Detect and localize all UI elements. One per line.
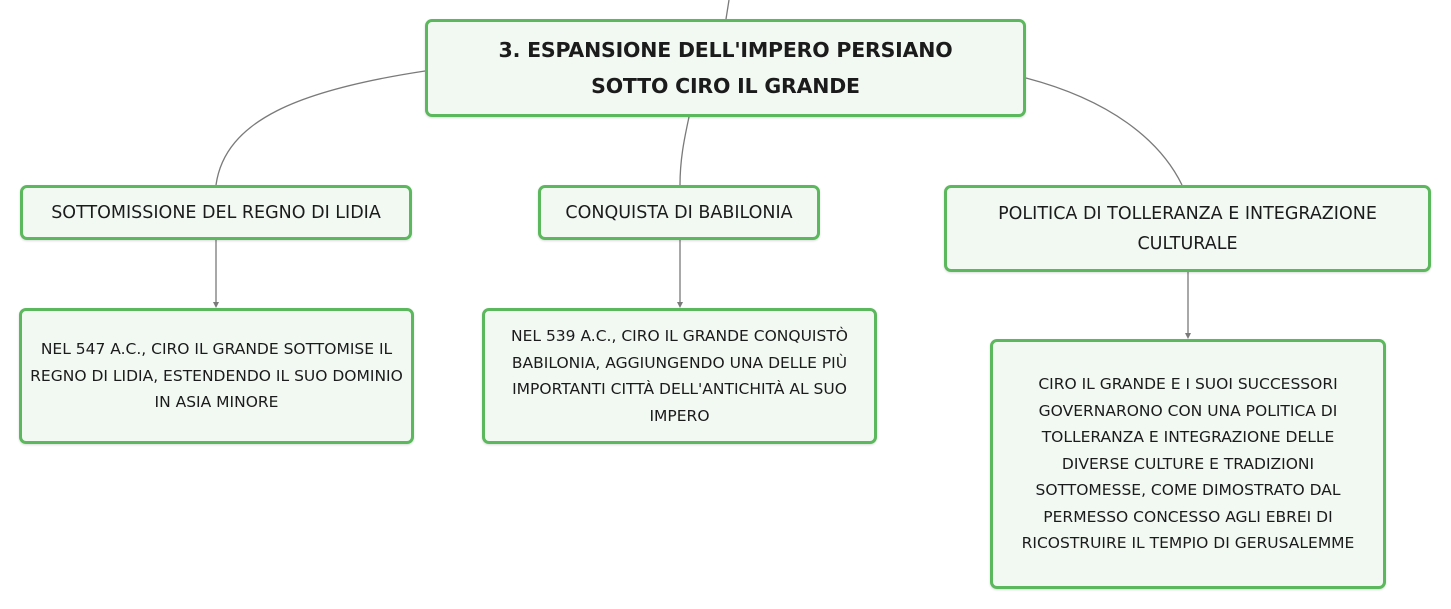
topic-lidia-label: SOTTOMISSIONE DEL REGNO DI LIDIA: [51, 202, 381, 223]
connector-parent-to-root: [726, 0, 729, 19]
topic-babilonia-label: CONQUISTA DI BABILONIA: [565, 202, 793, 223]
topic-politica[interactable]: [944, 185, 1431, 272]
root-topic-label: 3. ESPANSIONE DELL'IMPERO PERSIANO SOTTO CIRO IL GRANDE: [498, 38, 953, 98]
detail-babilonia[interactable]: [482, 308, 877, 444]
root-topic[interactable]: [425, 19, 1026, 117]
topic-lidia[interactable]: [20, 185, 412, 240]
topic-politica-label: POLITICA DI TOLLERANZA E INTEGRAZIONE CULTURALE: [998, 203, 1377, 254]
detail-politica-text: CIRO IL GRANDE E I SUOI SUCCESSORI GOVERNARONO CON UNA POLITICA DI TOLLERANZA E INTEGRAZIONE DELLE DIVERSE CULTURE E TRADIZIONI SOTTOMESSE, COME DIMOSTRATO DAL PERMESSO CONCESSO AGLI EBREI DI RICOSTRUIRE IL TEMPIO DI GERUSALEMME: [1021, 375, 1355, 553]
detail-babilonia-text: NEL 539 A.C., CIRO IL GRANDE CONQUISTÒ BABILONIA, AGGIUNGENDO UNA DELLE PIÙ IMPORTANTI CITTÀ DELL'ANTICHITÀ AL SUO IMPERO: [511, 327, 848, 425]
connector-root-to-politica: [1026, 78, 1182, 185]
connector-root-to-babilonia: [680, 117, 689, 185]
topic-babilonia[interactable]: [538, 185, 820, 240]
connector-root-to-lidia: [216, 71, 425, 185]
detail-lidia[interactable]: [19, 308, 414, 444]
detail-lidia-text: NEL 547 A.C., CIRO IL GRANDE SOTTOMISE IL REGNO DI LIDIA, ESTENDENDO IL SUO DOMINIO IN ASIA MINORE: [30, 340, 403, 412]
detail-politica[interactable]: [990, 339, 1386, 589]
